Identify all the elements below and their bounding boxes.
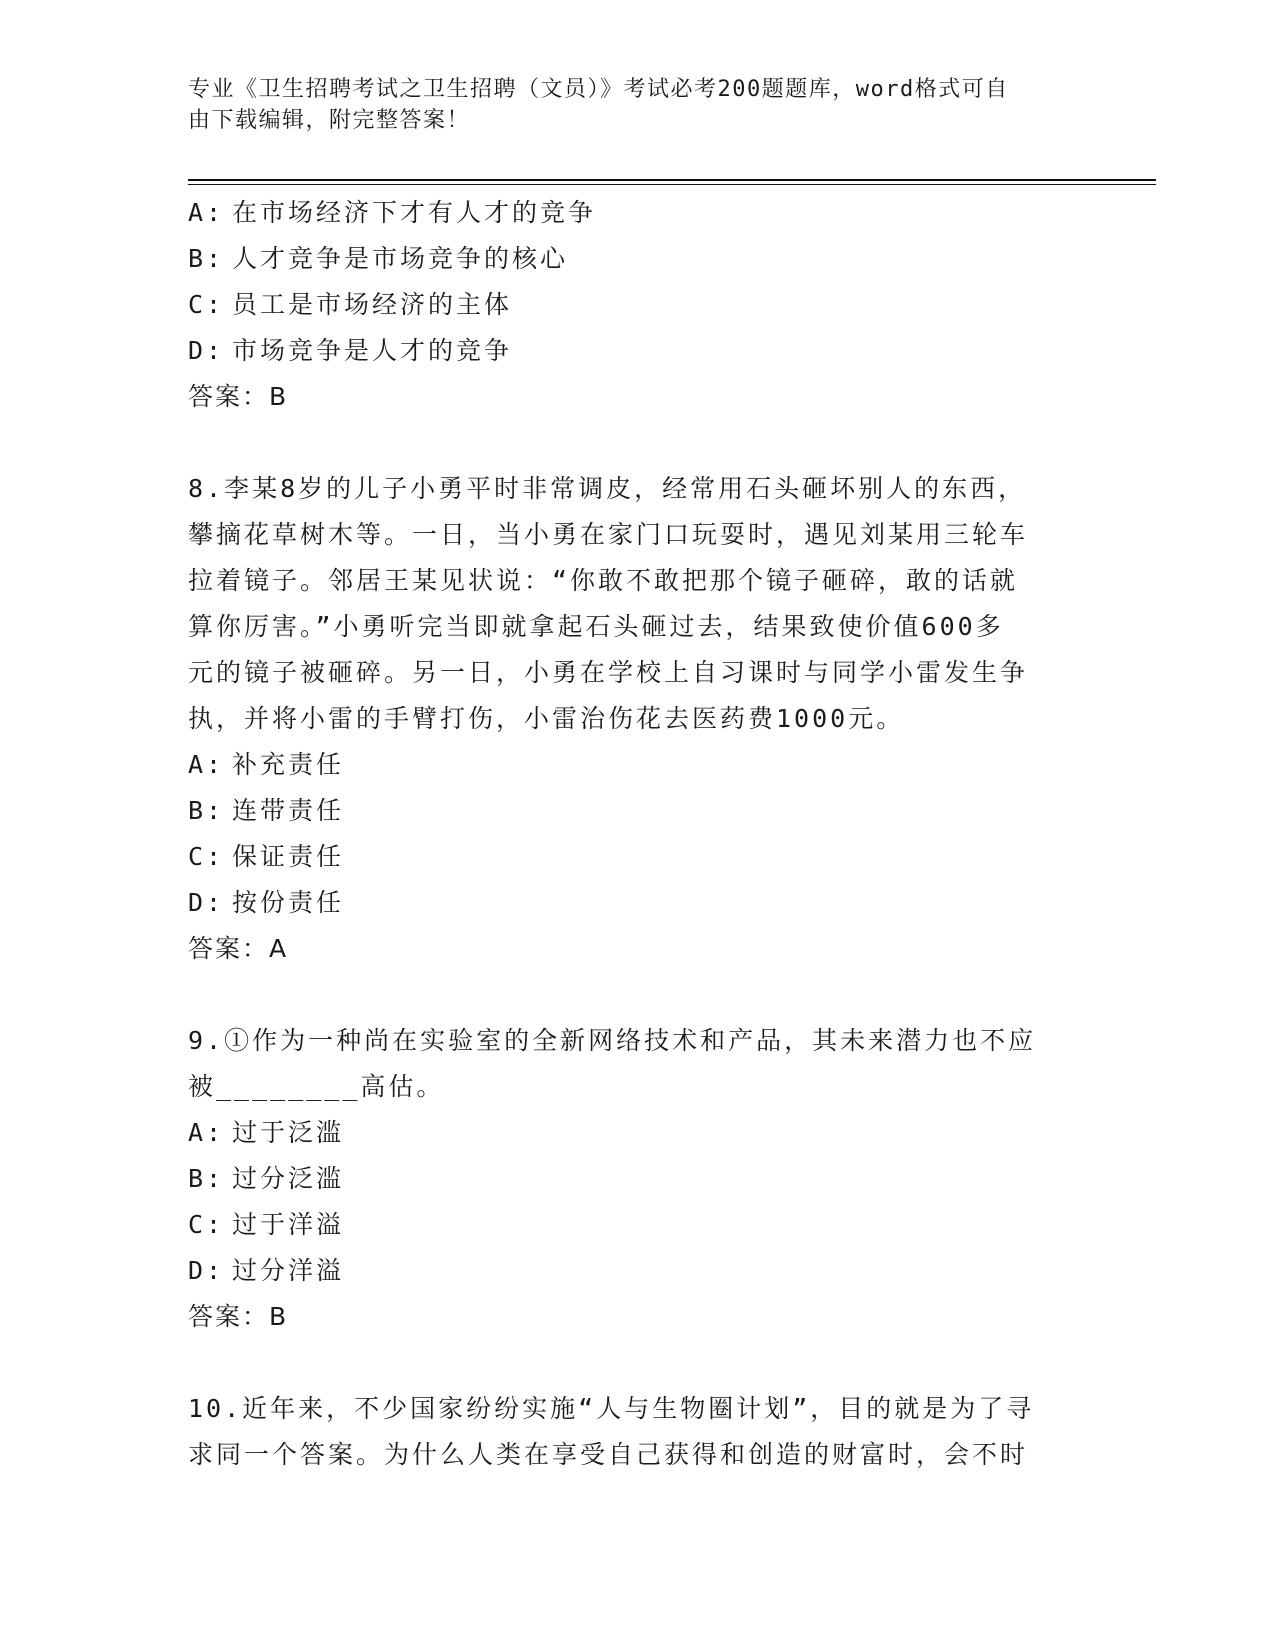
option-a: A: 补充责任 xyxy=(188,750,345,779)
option-c: C: 保证责任 xyxy=(188,842,345,871)
question-stem-line: 求同一个答案。为什么人类在享受自己获得和创造的财富时，会不时 xyxy=(188,1440,1029,1469)
header-divider-thick xyxy=(188,179,1156,181)
option-d: D: 过分洋溢 xyxy=(188,1256,345,1285)
option-b: B: 人才竞争是市场竞争的核心 xyxy=(188,244,569,273)
question-stem-line: 算你厉害。”小勇听完当即就拿起石头砸过去，结果致使价值600多 xyxy=(188,612,1004,641)
question-content xyxy=(188,190,1088,1478)
option-a: A: 在市场经济下才有人才的竞争 xyxy=(188,198,597,227)
question-stem-line: 执，并将小雷的手臂打伤，小雷治伤花去医药费1000元。 xyxy=(188,704,905,733)
option-c: C: 员工是市场经济的主体 xyxy=(188,290,513,319)
question-stem-line: 拉着镜子。邻居王某见状说：“你敢不敢把那个镜子砸碎，敢的话就 xyxy=(188,566,1019,595)
answer-line: 答案：B xyxy=(188,1302,289,1331)
option-d: D: 市场竞争是人才的竞争 xyxy=(188,336,513,365)
question-stem-line: 10.近年来，不少国家纷纷实施“人与生物圈计划”，目的就是为了寻 xyxy=(188,1394,1035,1423)
option-d: D: 按份责任 xyxy=(188,888,345,917)
header-line-1: 专业《卫生招聘考试之卫生招聘（文员）》考试必考200题题库，word格式可自 xyxy=(188,77,1009,102)
question-stem-line: 8.李某8岁的儿子小勇平时非常调皮，经常用石头砸坏别人的东西， xyxy=(188,474,1027,503)
question-stem-line: 元的镜子被砸碎。另一日，小勇在学校上自习课时与同学小雷发生争 xyxy=(188,658,1029,687)
question-9 xyxy=(188,1018,1088,1340)
header-divider-thin xyxy=(188,184,1156,185)
answer-line: 答案：A xyxy=(188,934,289,963)
document-header xyxy=(188,74,1068,136)
question-stem-line: 攀摘花草树木等。一日，当小勇在家门口玩耍时，遇见刘某用三轮车 xyxy=(188,520,1029,549)
question-10 xyxy=(188,1386,1088,1478)
answer-line: 答案：B xyxy=(188,382,289,411)
question-8 xyxy=(188,466,1088,972)
option-b: B: 连带责任 xyxy=(188,796,345,825)
question-7 xyxy=(188,190,1088,420)
question-stem-line: 9.①作为一种尚在实验室的全新网络技术和产品，其未来潜力也不应 xyxy=(188,1026,1037,1055)
question-stem-line: 被________高估。 xyxy=(188,1072,445,1101)
option-a: A: 过于泛滥 xyxy=(188,1118,345,1147)
option-b: B: 过分泛滥 xyxy=(188,1164,345,1193)
option-c: C: 过于洋溢 xyxy=(188,1210,345,1239)
header-line-2: 由下载编辑，附完整答案！ xyxy=(188,108,471,133)
